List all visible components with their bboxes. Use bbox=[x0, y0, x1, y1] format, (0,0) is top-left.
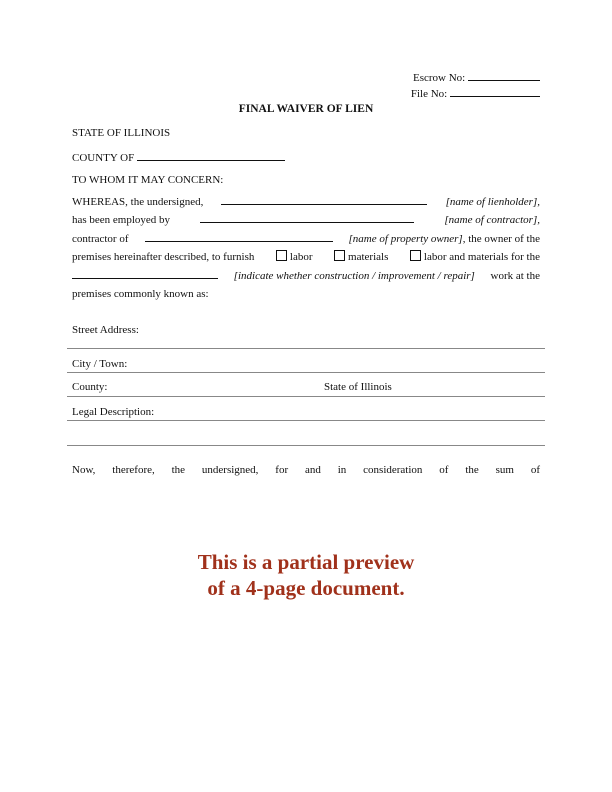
document-title: FINAL WAIVER OF LIEN bbox=[238, 103, 374, 115]
now-word: consideration bbox=[363, 464, 423, 476]
state-line: STATE OF ILLINOIS bbox=[72, 127, 171, 139]
paragraph-row-3 bbox=[72, 230, 540, 248]
now-word: for bbox=[275, 464, 289, 476]
now-therefore-line bbox=[72, 464, 540, 476]
escrow-number-blank bbox=[468, 70, 540, 81]
now-word: therefore, bbox=[112, 464, 155, 476]
state-field-label: State of Illinois bbox=[324, 381, 392, 393]
county-rule bbox=[67, 396, 545, 397]
salutation: TO WHOM IT MAY CONCERN: bbox=[72, 174, 224, 186]
file-number-blank bbox=[450, 86, 540, 97]
now-word: and bbox=[304, 464, 321, 476]
owner-tail: , the owner of the bbox=[462, 232, 540, 245]
legal-description-label: Legal Description: bbox=[72, 406, 155, 418]
labor-materials-label: labor and materials for the bbox=[423, 251, 540, 264]
whereas-text: WHEREAS, the undersigned, bbox=[72, 196, 204, 208]
lienholder-hint: [name of lienholder], bbox=[445, 196, 540, 208]
lienholder-blank bbox=[221, 194, 427, 205]
labor-label: labor bbox=[289, 251, 313, 264]
city-rule bbox=[67, 372, 545, 373]
street-address-label: Street Address: bbox=[72, 324, 139, 336]
premises-known-text: premises commonly known as: bbox=[72, 288, 209, 301]
legal-description-rule-1 bbox=[67, 420, 545, 421]
owner-blank bbox=[145, 231, 333, 242]
escrow-number-line bbox=[413, 70, 540, 86]
file-number-line bbox=[411, 86, 540, 102]
county-label: COUNTY OF bbox=[72, 152, 135, 164]
now-word: of bbox=[439, 464, 449, 476]
contractor-hint: [name of contractor], bbox=[444, 214, 540, 227]
now-word: sum bbox=[495, 464, 514, 476]
now-word: of bbox=[530, 464, 540, 476]
preview-notice-line-1: This is a partial preview bbox=[197, 550, 415, 574]
materials-label: materials bbox=[348, 251, 389, 264]
file-number-label: File No: bbox=[410, 88, 448, 100]
now-word: the bbox=[171, 464, 186, 476]
now-word: undersigned, bbox=[201, 464, 259, 476]
now-word: Now, bbox=[72, 464, 96, 476]
furnish-text: premises hereinafter described, to furnish bbox=[72, 251, 255, 264]
materials-checkbox[interactable] bbox=[334, 250, 345, 261]
labor-checkbox[interactable] bbox=[276, 250, 287, 261]
paragraph-row-2 bbox=[72, 211, 540, 229]
now-word: in bbox=[337, 464, 347, 476]
county-line bbox=[72, 150, 285, 164]
work-type-blank bbox=[72, 268, 218, 279]
contractor-blank bbox=[200, 212, 414, 223]
labor-materials-option[interactable] bbox=[407, 248, 540, 266]
paragraph-row-6 bbox=[72, 285, 540, 303]
county-field-label: County: bbox=[72, 381, 108, 393]
legal-description-rule-2 bbox=[67, 445, 545, 446]
county-blank bbox=[137, 150, 285, 161]
paragraph-row-1 bbox=[72, 193, 540, 211]
owner-segment bbox=[349, 230, 540, 248]
work-tail: work at the bbox=[490, 269, 540, 282]
labor-option[interactable] bbox=[273, 248, 313, 266]
preview-notice-line-2: of a 4-page document. bbox=[207, 576, 405, 600]
materials-option[interactable] bbox=[331, 248, 388, 266]
labor-materials-checkbox[interactable] bbox=[410, 250, 421, 261]
employed-text: has been employed by bbox=[72, 214, 171, 227]
contractor-of-text: contractor of bbox=[72, 232, 129, 245]
whereas-paragraph bbox=[72, 193, 540, 303]
street-address-rule bbox=[67, 348, 545, 349]
owner-hint: [name of property owner] bbox=[348, 232, 463, 245]
work-type-hint: [indicate whether construction / improvement / repair] bbox=[233, 269, 475, 282]
now-word: the bbox=[465, 464, 479, 476]
city-label: City / Town: bbox=[72, 358, 128, 370]
paragraph-row-5 bbox=[72, 267, 540, 285]
escrow-number-label: Escrow No: bbox=[413, 72, 466, 84]
paragraph-row-4 bbox=[72, 248, 540, 266]
